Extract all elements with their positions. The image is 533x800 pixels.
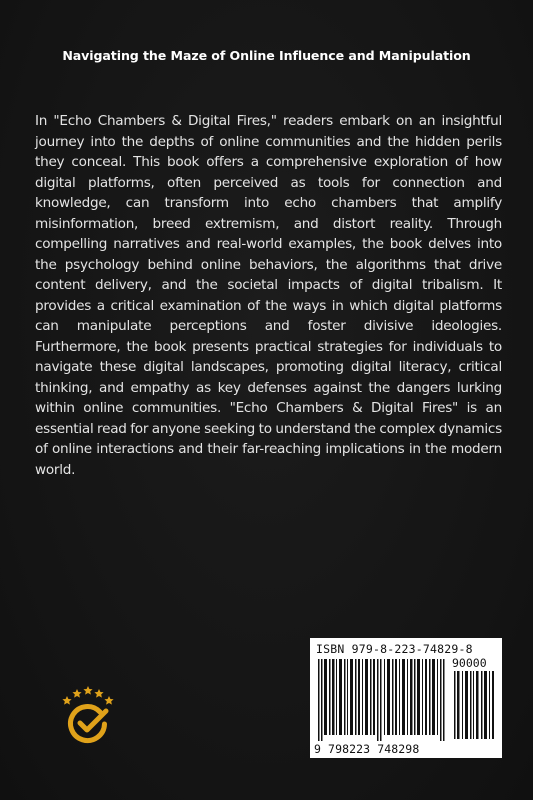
star-icon — [62, 696, 71, 705]
checkmark-badge-icon — [60, 682, 116, 746]
star-icon — [83, 686, 92, 695]
isbn-barcode — [310, 638, 502, 758]
star-icon — [94, 689, 103, 698]
isbn-label: ISBN 979-8-223-74829-8 — [316, 642, 473, 656]
addon-barcode-bars — [454, 671, 496, 739]
cover-headline: Navigating the Maze of Online Influence and Manipulation — [62, 48, 471, 63]
ean-digits: 9 798223 748298 — [314, 742, 420, 756]
cover-blurb: In "Echo Chambers & Digital Fires," readers embark on an insightful journey into the depths of online communities and the hidden perils they conceal. This book offers a comprehensive exploration of how digital platforms, often perceived as tools for connection and knowledge, can transform into echo chambers that amplify misinformation, breed extremism, and distort reality. Through compelling narratives and real-world examples, the book delves into the psychology behind online behaviors, the algorithms that drive content delivery, and the societal impacts of digital tribalism. It provides a critical examination of the ways in which digital platforms can manipulate perceptions and foster divisive ideologies. Furthermore, the book presents practical strategies for individuals to navigate these digital landscapes, promoting digital literacy, critical thinking, and empathy as key defenses against the dangers lurking within online communities. "Echo Chambers & Digital Fires" is an essential read for anyone seeking to understand the complex dynamics of online interactions and their far-reaching implications in the modern world. — [35, 113, 502, 478]
star-icon — [104, 696, 113, 705]
star-icon — [72, 689, 81, 698]
barcode-bars — [318, 659, 448, 741]
price-code: 90000 — [452, 656, 487, 670]
